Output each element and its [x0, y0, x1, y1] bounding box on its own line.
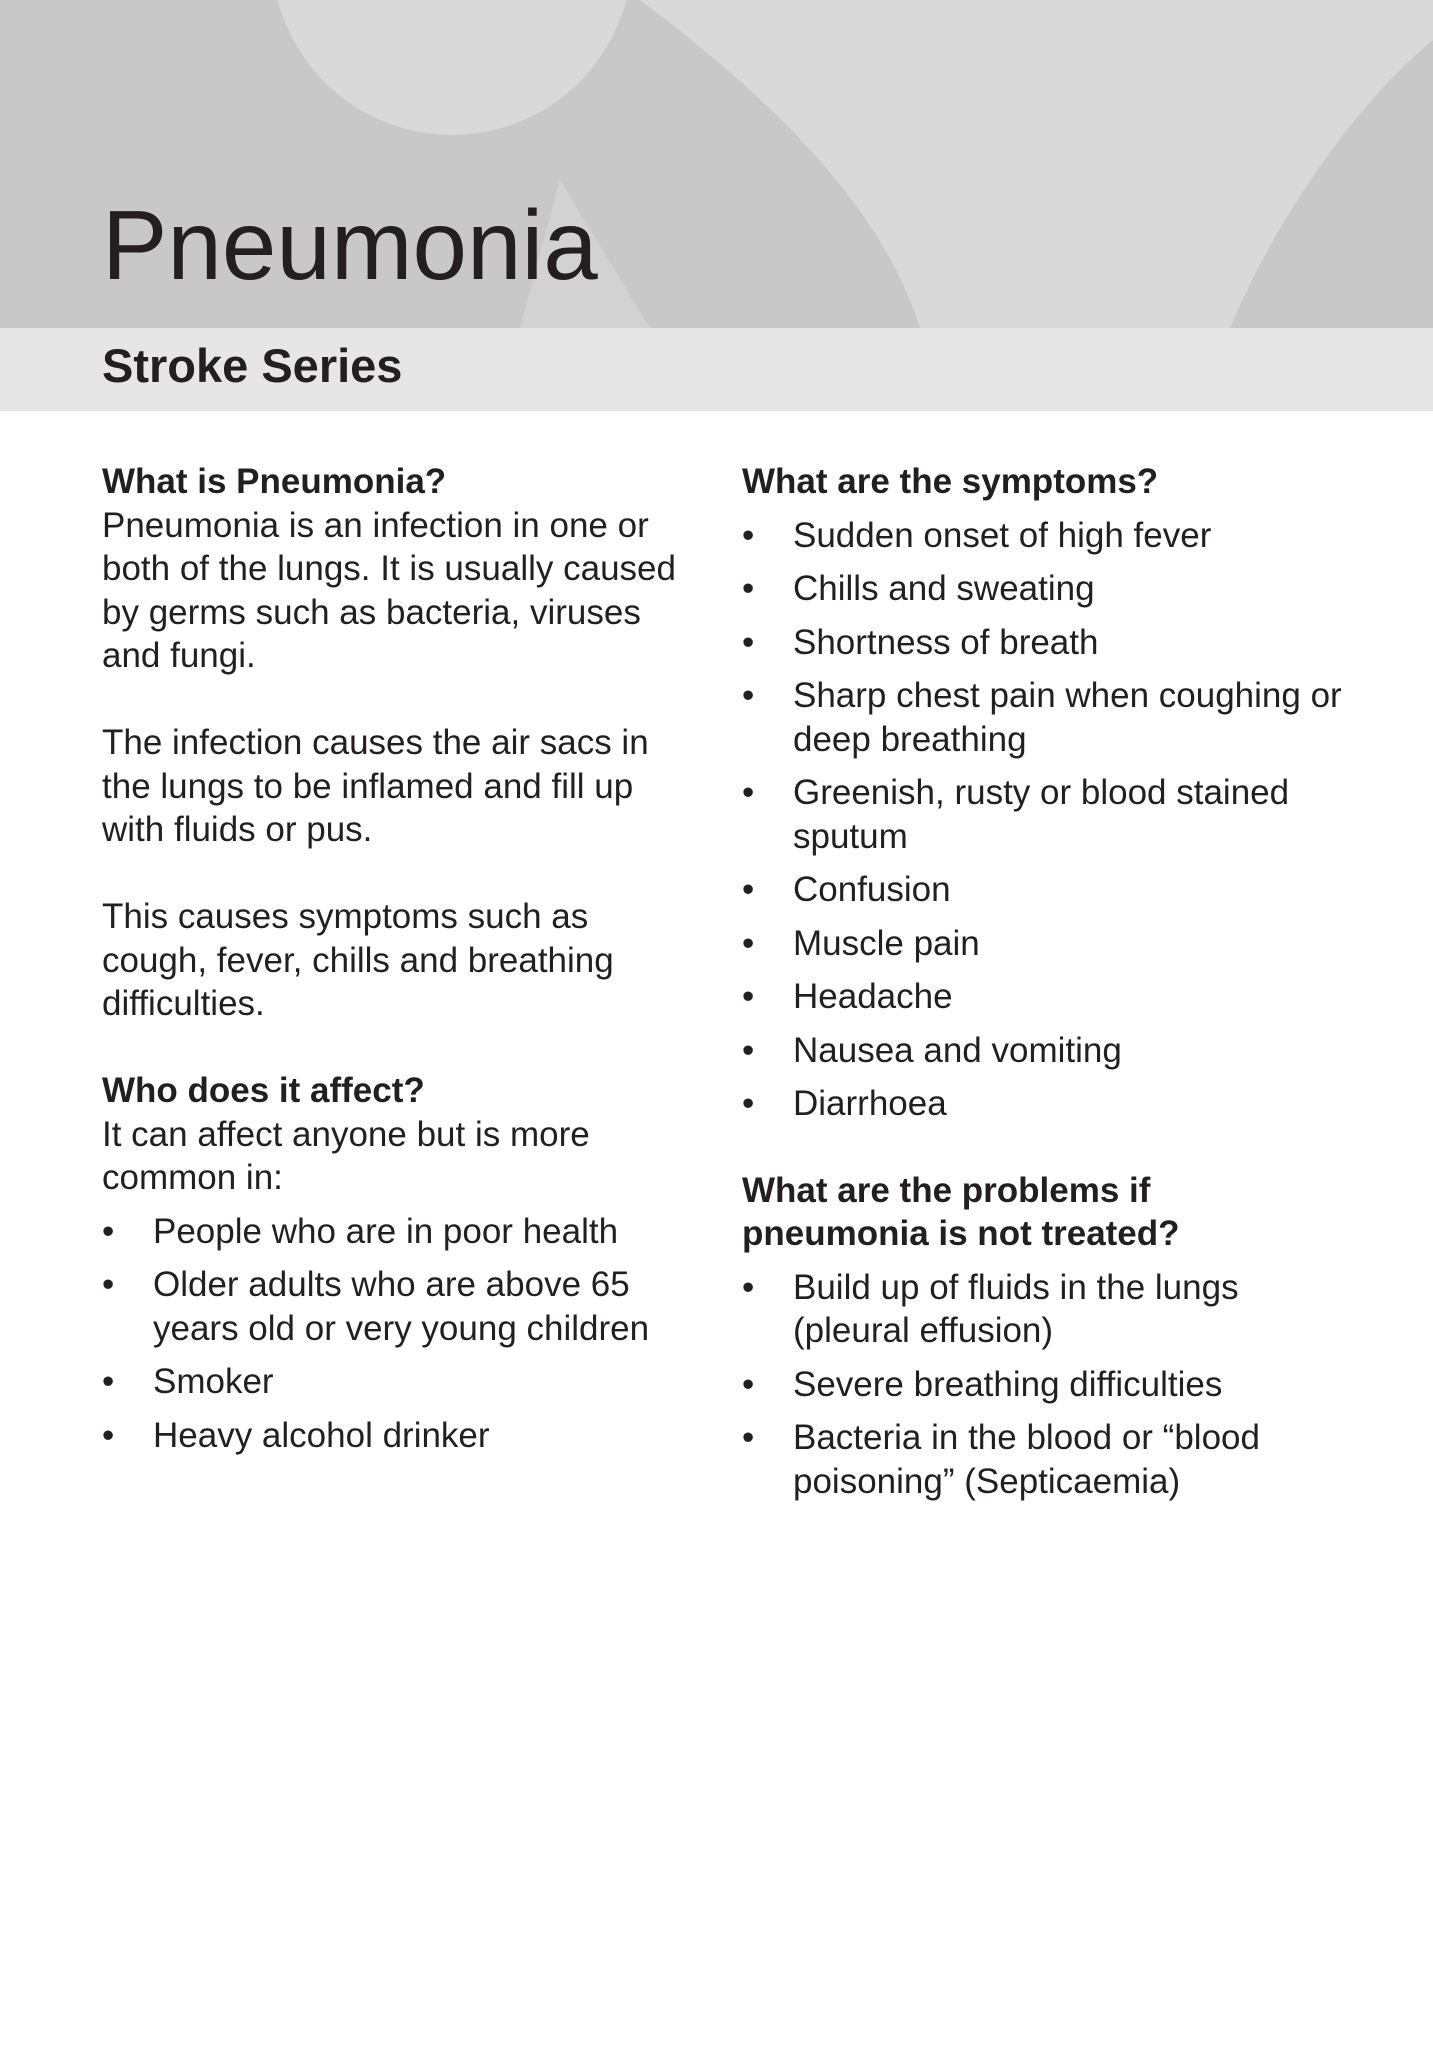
problems-heading: What are the problems if pneumonia is not treated? [742, 1170, 1180, 1253]
list-item: • Nausea and vomiting [742, 1029, 1342, 1073]
bullet-icon: • [102, 1211, 115, 1251]
header-banner [0, 0, 1433, 328]
bullet-icon: • [742, 1418, 755, 1457]
list-item: • Shortness of breath [742, 621, 1342, 665]
list-item: • Headache [742, 975, 1342, 1019]
bullet-icon: • [742, 1030, 755, 1070]
left-column [102, 460, 682, 1467]
list-item: • Muscle pain [742, 922, 1342, 966]
problems-list [742, 1266, 1342, 1504]
list-item: • Greenish, rusty or blood stained sputum [742, 773, 1290, 856]
bullet-icon: • [742, 569, 755, 608]
list-item: • Confusion [742, 868, 1342, 912]
banner-swoosh-shape [640, 0, 1433, 328]
right-column [742, 460, 1342, 1513]
bullet-icon: • [742, 676, 755, 715]
list-item: • Diarrhoea [742, 1082, 1342, 1126]
list-item: • Older adults who are above 65 years old or very young children [102, 1265, 650, 1348]
who-affect-intro: It can affect anyone but is more common in: [102, 1114, 590, 1197]
list-item: • People who are in poor health [102, 1210, 682, 1254]
who-affect-list [102, 1210, 682, 1458]
who-affect-heading: Who does it affect? [102, 1071, 425, 1110]
list-item: • Build up of fluids in the lungs (pleural effusion) [742, 1267, 1239, 1350]
series-label: Stroke Series [102, 339, 403, 392]
banner-circle-shape [272, 0, 632, 135]
list-item: • Chills and sweating [742, 567, 1342, 611]
bullet-icon: • [102, 1415, 115, 1455]
bullet-icon: • [742, 870, 755, 909]
list-item: • Severe breathing difficulties [742, 1363, 1342, 1407]
bullet-icon: • [742, 773, 755, 812]
what-is-paragraph-3: This causes symptoms such as cough, fever, chills and breathing difficulties. [102, 897, 614, 1023]
list-item: • Bacteria in the blood or “blood poisoning” (Septicaemia) [742, 1418, 1260, 1501]
bullet-icon: • [742, 1364, 755, 1404]
bullet-icon: • [742, 1084, 755, 1123]
what-is-paragraph-1: Pneumonia is an infection in one or both of the lungs. It is usually caused by germs such as bacteria, viruses and fungi. [102, 505, 676, 675]
list-item: • Sharp chest pain when coughing or deep breathing [742, 676, 1342, 759]
list-item: • Smoker [102, 1360, 682, 1404]
bullet-icon: • [102, 1362, 115, 1401]
symptoms-list [742, 514, 1342, 1126]
symptoms-heading: What are the symptoms? [742, 462, 1159, 501]
bullet-icon: • [742, 515, 755, 555]
what-is-paragraph-2: The infection causes the air sacs in the lungs to be inflamed and fill up with fluids or pus. [102, 723, 649, 849]
bullet-icon: • [102, 1265, 115, 1304]
bullet-icon: • [742, 1267, 755, 1307]
list-item: • Heavy alcohol drinker [102, 1414, 682, 1458]
list-item: • Sudden onset of high fever [742, 514, 1342, 558]
bullet-icon: • [742, 923, 755, 963]
bullet-icon: • [742, 622, 755, 662]
page-title: Pneumonia [102, 190, 598, 300]
what-is-heading: What is Pneumonia? [102, 462, 447, 501]
bullet-icon: • [742, 977, 755, 1016]
